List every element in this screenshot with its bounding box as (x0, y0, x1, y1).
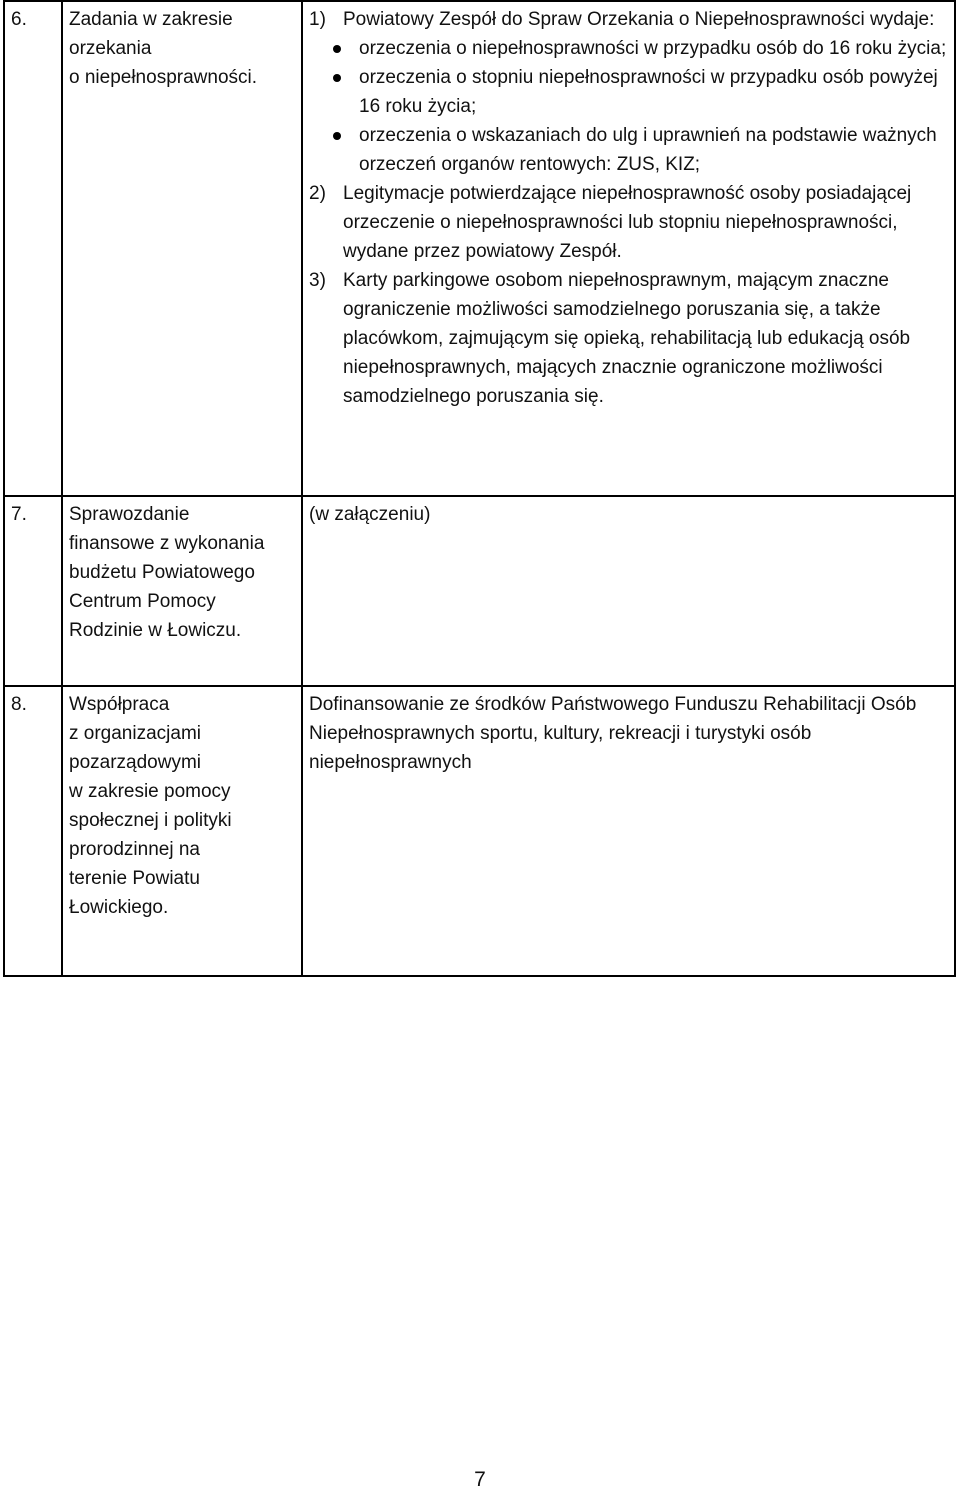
list-item (309, 179, 948, 266)
bullet-list (309, 34, 948, 179)
bullet-item (309, 34, 948, 63)
bullet-text: orzeczenia o stopniu niepełnosprawności w przypadku osób powyżej 16 roku życia; (359, 67, 938, 117)
bullet-text: orzeczenia o wskazaniach do ulg i uprawnień na podstawie ważnych orzeczeń organów rentowych: ZUS, KIZ; (359, 125, 937, 175)
list-item (309, 266, 948, 411)
tasks-table (3, 0, 956, 977)
bullet-icon (309, 121, 359, 179)
item-number: 3) (309, 270, 326, 291)
bullet-text: orzeczenia o niepełnosprawności w przypadku osób do 16 roku życia; (359, 38, 947, 59)
row-number: 8. (4, 686, 62, 976)
row-topic-text: Sprawozdanie finansowe z wykonania budżetu Powiatowego Centrum Pomocy Rodzinie w Łowiczu. (69, 504, 265, 641)
bullet-icon (309, 63, 359, 121)
bullet-item (309, 121, 948, 179)
page-number: 7 (474, 1468, 486, 1491)
row-number: 6. (4, 1, 62, 496)
row-content: Dofinansowanie ze środków Państwowego Funduszu Rehabilitacji Osób Niepełnosprawnych sportu, kultury, rekreacji i turystyki osób niepełnosprawnych (302, 686, 955, 976)
item-text: Legitymacje potwierdzające niepełnosprawność osoby posiadającej orzeczenie o niepełnosprawności lub stopniu niepełnosprawności, wydane przez powiatowy Zespół. (343, 183, 912, 262)
table-row (4, 1, 955, 496)
table-row (4, 496, 955, 686)
row-content (302, 1, 955, 496)
list-item (309, 5, 948, 34)
table-row (4, 686, 955, 976)
row-topic-text: Zadania w zakresie orzekania o niepełnosprawności. (69, 9, 258, 88)
item-number: 1) (309, 9, 326, 30)
row-topic (62, 686, 302, 976)
item-body (343, 5, 948, 34)
bullet-icon (309, 34, 359, 63)
row-number: 7. (4, 496, 62, 686)
row-topic (62, 1, 302, 496)
row-topic-text: Współpraca z organizacjami pozarządowymi w zakresie pomocy społecznej i polityki prorodzinnej na terenie Powiatu Łowickiego. (69, 694, 232, 918)
item-number: 2) (309, 183, 326, 204)
item-text: Powiatowy Zespół do Spraw Orzekania o Niepełnosprawności wydaje: (343, 9, 935, 30)
item-text: Karty parkingowe osobom niepełnosprawnym, mającym znaczne ograniczenie możliwości samodzielnego poruszania się, a także placówkom, zajmującym się opieką, rehabilitacją lub edukacją osób niepełnosprawnych, mających znacznie ograniczone możliwości samodzielnego poruszania się. (343, 270, 911, 407)
row-topic (62, 496, 302, 686)
bullet-item (309, 63, 948, 121)
row-content: (w załączeniu) (302, 496, 955, 686)
